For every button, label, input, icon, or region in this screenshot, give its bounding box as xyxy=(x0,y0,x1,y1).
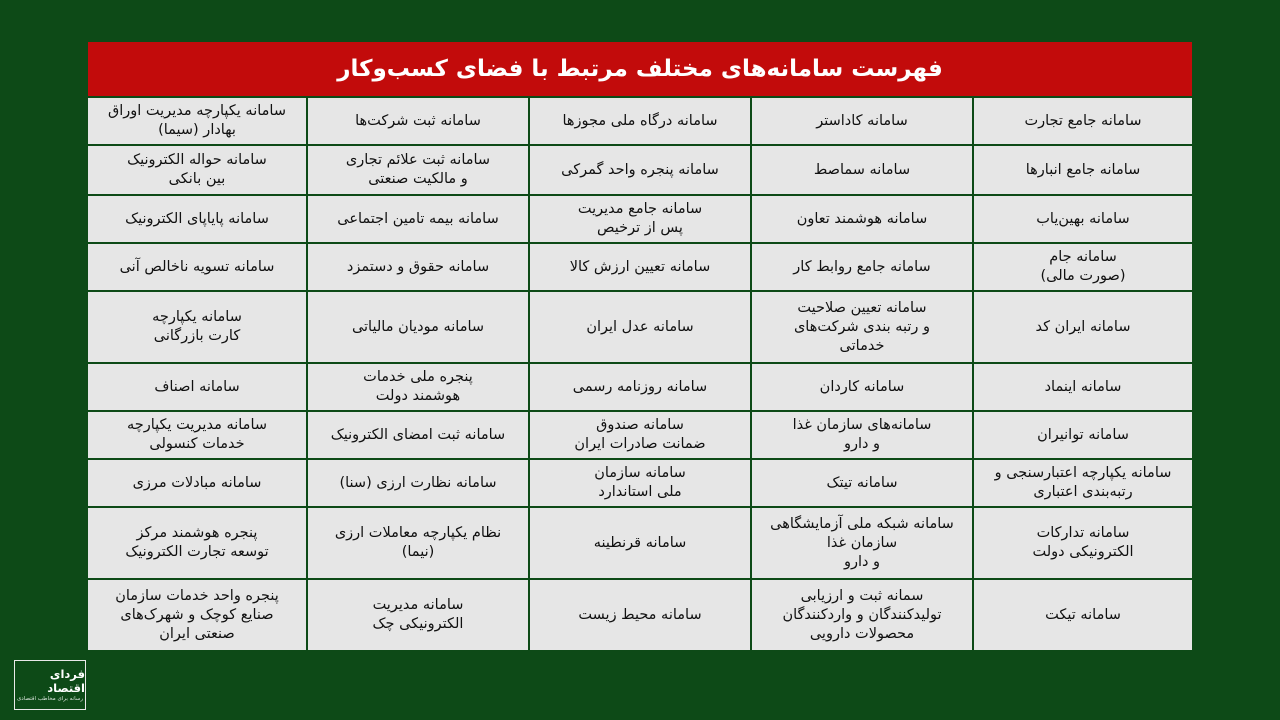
system-name: سامانه ثبت امضای الکترونیک xyxy=(330,426,506,443)
system-name: سامانه اینماد xyxy=(1044,378,1122,395)
system-cell xyxy=(528,506,750,578)
system-cell xyxy=(972,242,1192,290)
system-name: سامانه جامع تجارت xyxy=(1024,112,1142,129)
table-row xyxy=(88,578,1192,650)
system-cell xyxy=(88,410,306,458)
system-cell xyxy=(306,290,528,362)
system-name: سامانه تسویه ناخالص آنی xyxy=(119,258,275,275)
system-cell xyxy=(972,362,1192,410)
system-name: سامانه حقوق و دستمزد xyxy=(346,258,490,275)
system-cell xyxy=(528,144,750,194)
system-cell xyxy=(972,578,1192,650)
table-row xyxy=(88,410,1192,458)
system-name: سامانه صندوق ضمانت صادرات ایران xyxy=(574,417,706,452)
brand-logo-name: فردای اقتصاد xyxy=(47,667,85,695)
system-cell xyxy=(972,458,1192,506)
system-name: سامانه مبادلات مرزی xyxy=(132,474,262,491)
system-name: نظام یکپارچه معاملات ارزی (نیما) xyxy=(334,525,502,560)
system-cell xyxy=(306,362,528,410)
system-cell xyxy=(88,578,306,650)
system-cell xyxy=(306,506,528,578)
system-cell xyxy=(528,578,750,650)
system-name: سامانه سماصط xyxy=(813,161,911,178)
table-row xyxy=(88,506,1192,578)
system-name: سامانه عدل ایران xyxy=(586,318,694,335)
system-name: سامانه تدارکات الکترونیکی دولت xyxy=(1032,525,1134,560)
system-cell xyxy=(88,362,306,410)
brand-logo xyxy=(14,660,86,710)
system-name: سامانه کاداستر xyxy=(816,112,908,129)
system-cell xyxy=(750,506,972,578)
system-name: سامانه هوشمند تعاون xyxy=(796,210,928,227)
system-name: سامانه اصناف xyxy=(154,378,240,395)
system-cell xyxy=(528,96,750,144)
system-name: سامانه‌های سازمان غذا و دارو xyxy=(792,417,932,452)
system-name: سامانه شبکه ملی آزمایشگاهی سازمان غذا و دارو xyxy=(770,515,954,570)
system-cell xyxy=(750,144,972,194)
system-cell xyxy=(972,194,1192,242)
system-cell xyxy=(750,578,972,650)
table-row xyxy=(88,458,1192,506)
system-name: سامانه مدیریت الکترونیکی چک xyxy=(372,597,464,632)
system-name: سامانه نظارت ارزی (سنا) xyxy=(339,474,497,491)
system-name: سامانه مودیان مالیاتی xyxy=(351,318,485,335)
table-row xyxy=(88,362,1192,410)
system-cell xyxy=(306,458,528,506)
system-name: سامانه تعیین صلاحیت و رتبه بندی شرکت‌های خدماتی xyxy=(793,299,931,354)
system-cell xyxy=(306,96,528,144)
brand-logo-tagline: رسانه برای مخاطب اقتصادی xyxy=(16,696,84,702)
table-row xyxy=(88,144,1192,194)
system-name: سامانه درگاه ملی مجوزها xyxy=(562,112,718,129)
system-name: سامانه یکپارچه مدیریت اوراق بهادار (سیما) xyxy=(108,103,286,138)
system-name: سامانه تیکت xyxy=(1045,606,1121,623)
system-cell xyxy=(528,458,750,506)
system-cell xyxy=(88,242,306,290)
system-cell xyxy=(750,194,972,242)
system-name: سامانه جام (صورت مالی) xyxy=(1040,249,1126,284)
system-name: سامانه قرنطینه xyxy=(593,534,687,551)
system-name: سامانه ثبت شرکت‌ها xyxy=(355,112,481,129)
system-name: پنجره هوشمند مرکز توسعه تجارت الکترونیک xyxy=(125,525,269,560)
system-name: سامانه بهین‌یاب xyxy=(1036,210,1130,227)
system-cell xyxy=(528,242,750,290)
system-cell xyxy=(88,144,306,194)
system-name: پنجره واحد خدمات سازمان صنایع کوچک و شهرک‌های صنعتی ایران xyxy=(115,587,279,642)
system-cell xyxy=(972,410,1192,458)
system-cell xyxy=(750,458,972,506)
system-cell xyxy=(750,242,972,290)
system-cell xyxy=(88,194,306,242)
system-cell xyxy=(88,458,306,506)
table-row xyxy=(88,242,1192,290)
system-cell xyxy=(972,144,1192,194)
system-cell xyxy=(972,96,1192,144)
system-cell xyxy=(750,362,972,410)
table-row xyxy=(88,194,1192,242)
system-cell xyxy=(750,410,972,458)
system-name: سامانه حواله الکترونیک بین بانکی xyxy=(127,152,267,187)
system-cell xyxy=(306,144,528,194)
system-cell xyxy=(528,290,750,362)
system-name: سامانه ایران کد xyxy=(1035,318,1131,335)
system-name: سامانه جامع انبارها xyxy=(1025,161,1141,178)
system-cell xyxy=(88,96,306,144)
system-name: پنجره ملی خدمات هوشمند دولت xyxy=(363,369,473,404)
systems-table xyxy=(88,96,1192,650)
system-name: سامانه جامع روابط کار xyxy=(793,258,931,275)
system-cell xyxy=(306,194,528,242)
systems-sheet xyxy=(88,42,1192,650)
system-name: سامانه کاردان xyxy=(819,378,905,395)
system-cell xyxy=(306,578,528,650)
system-cell xyxy=(750,96,972,144)
system-cell xyxy=(972,290,1192,362)
system-name: سامانه پایاپای الکترونیک xyxy=(125,210,269,227)
system-name: سامانه سازمان ملی استاندارد xyxy=(594,465,686,500)
system-name: سامانه یکپارچه اعتبارسنجی و رتبه‌بندی اعتباری xyxy=(994,465,1172,500)
table-row xyxy=(88,290,1192,362)
system-name: سامانه توانیران xyxy=(1037,426,1129,443)
system-name: سمانه ثبت و ارزیابی تولیدکنندگان و واردکنندگان محصولات دارویی xyxy=(782,587,942,642)
system-cell xyxy=(88,506,306,578)
system-name: سامانه پنجره واحد گمرکی xyxy=(561,161,719,178)
table-title: فهرست سامانه‌های مختلف مرتبط با فضای کسب‌وکار xyxy=(88,42,1192,96)
system-cell xyxy=(528,194,750,242)
system-cell xyxy=(306,410,528,458)
system-name: سامانه بیمه تامین اجتماعی xyxy=(337,210,499,227)
system-name: سامانه ثبت علائم تجاری و مالکیت صنعتی xyxy=(345,152,491,187)
table-row xyxy=(88,96,1192,144)
system-name: سامانه جامع مدیریت پس از ترخیص xyxy=(577,201,703,236)
system-name: سامانه تعیین ارزش کالا xyxy=(569,258,711,275)
system-cell xyxy=(306,242,528,290)
system-cell xyxy=(528,362,750,410)
system-name: سامانه روزنامه رسمی xyxy=(572,378,708,395)
system-cell xyxy=(528,410,750,458)
system-cell xyxy=(750,290,972,362)
system-cell xyxy=(88,290,306,362)
system-name: سامانه مدیریت یکپارچه خدمات کنسولی xyxy=(126,417,268,452)
system-name: سامانه یکپارچه کارت بازرگانی xyxy=(152,309,242,344)
system-cell xyxy=(972,506,1192,578)
system-name: سامانه تیتک xyxy=(826,474,898,491)
system-name: سامانه محیط زیست xyxy=(578,606,702,623)
